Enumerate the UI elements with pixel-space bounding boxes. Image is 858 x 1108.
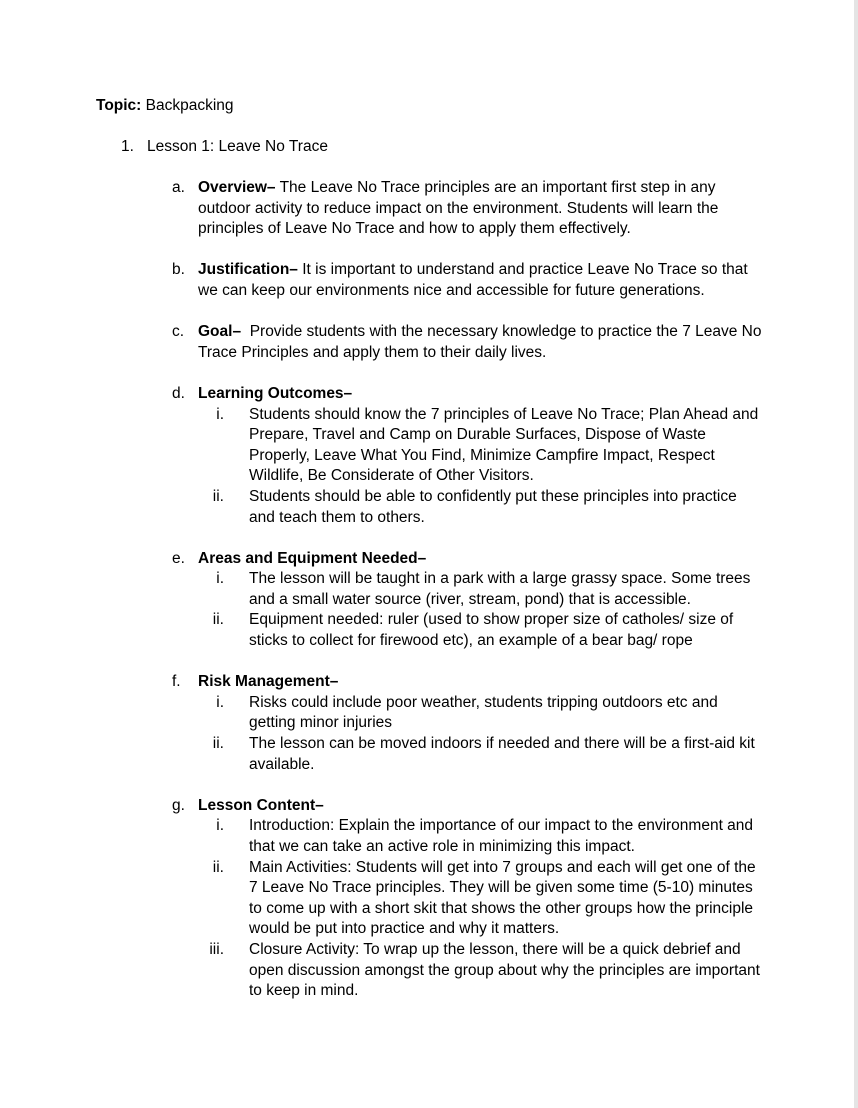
section-heading: Justification– bbox=[198, 261, 298, 279]
section-heading: Learning Outcomes– bbox=[198, 384, 353, 402]
list-item bbox=[198, 610, 764, 651]
topic-line bbox=[96, 96, 234, 117]
item-text: Students should be able to confidently put these principles into practice and teach them to others. bbox=[249, 487, 737, 526]
section-paragraph bbox=[198, 384, 764, 405]
sub-list bbox=[198, 405, 764, 529]
section-paragraph bbox=[198, 549, 764, 570]
item-numeral-text: i. bbox=[216, 817, 224, 835]
item-numeral-text: ii. bbox=[212, 487, 224, 505]
section-paragraph bbox=[198, 178, 764, 240]
list-item bbox=[198, 734, 764, 775]
item-numeral bbox=[198, 569, 249, 590]
list-item bbox=[198, 858, 764, 940]
section-marker: e. bbox=[172, 549, 185, 567]
section-marker: b. bbox=[172, 261, 185, 279]
item-numeral bbox=[198, 610, 249, 631]
item-numeral-text: i. bbox=[216, 570, 224, 588]
list-item bbox=[198, 569, 764, 610]
item-numeral bbox=[198, 816, 249, 837]
item-numeral-text: i. bbox=[216, 405, 224, 423]
section-text: Provide students with the necessary knowledge to practice the 7 Leave No Trace Principles and apply them to their daily lives. bbox=[198, 323, 766, 361]
section-paragraph bbox=[198, 796, 764, 817]
lesson-heading bbox=[121, 137, 328, 158]
item-numeral bbox=[198, 734, 249, 755]
section-marker: f. bbox=[172, 673, 181, 691]
item-numeral bbox=[198, 487, 249, 508]
section-risk-management bbox=[172, 672, 764, 775]
item-text: Students should know the 7 principles of Leave No Trace; Plan Ahead and Prepare, Travel and Camp on Durable Surfaces, Dispose of Waste Properly, Leave What You Find, Minimize Campfire Impact, Respect Wildlife, Be Considerate of Other Visitors. bbox=[249, 405, 759, 485]
item-numeral bbox=[198, 405, 249, 426]
section-learning-outcomes bbox=[172, 384, 764, 528]
lesson-sections bbox=[172, 178, 764, 1022]
item-numeral-text: ii. bbox=[212, 611, 224, 629]
section-justification bbox=[172, 260, 764, 301]
section-marker: c. bbox=[172, 323, 185, 341]
item-numeral-text: iii. bbox=[209, 940, 224, 958]
list-item bbox=[198, 487, 764, 528]
sub-list bbox=[198, 816, 764, 1001]
item-numeral-text: ii. bbox=[212, 735, 224, 753]
section-heading: Risk Management– bbox=[198, 673, 339, 691]
list-item bbox=[198, 940, 764, 1002]
section-text: The Leave No Trace principles are an important first step in any outdoor activity to reduce impact on the environment. Students will learn the principles of Leave No Trace and how to apply them effectively. bbox=[198, 179, 723, 238]
item-text: Introduction: Explain the importance of our impact to the environment and that we can take an active role in minimizing this impact. bbox=[249, 817, 754, 855]
section-heading: Areas and Equipment Needed– bbox=[198, 549, 427, 567]
sub-list bbox=[198, 569, 764, 651]
item-text: Risks could include poor weather, students tripping outdoors etc and getting minor injuries bbox=[249, 693, 718, 732]
item-numeral bbox=[198, 940, 249, 961]
topic-value: Backpacking bbox=[145, 97, 234, 114]
page-edge bbox=[854, 0, 858, 1108]
section-heading: Overview– bbox=[198, 179, 276, 196]
sub-list bbox=[198, 693, 764, 775]
section-areas-and-equipment-needed bbox=[172, 549, 764, 652]
section-marker: d. bbox=[172, 384, 185, 402]
lesson-title: Lesson 1: Leave No Trace bbox=[147, 138, 328, 155]
list-item bbox=[198, 405, 764, 487]
item-numeral bbox=[198, 693, 249, 714]
section-paragraph bbox=[198, 322, 764, 363]
section-marker: g. bbox=[172, 796, 185, 814]
list-item bbox=[198, 693, 764, 734]
item-text: Equipment needed: ruler (used to show proper size of catholes/ size of sticks to collect for firewood etc), an example of a bear bag/ rope bbox=[249, 611, 734, 650]
section-paragraph bbox=[198, 260, 764, 301]
section-goal bbox=[172, 322, 764, 363]
lesson-number: 1. bbox=[121, 138, 134, 155]
list-item bbox=[198, 816, 764, 857]
section-paragraph bbox=[198, 672, 764, 693]
section-overview bbox=[172, 178, 764, 240]
topic-label: Topic: bbox=[96, 97, 142, 114]
section-heading: Lesson Content– bbox=[198, 796, 324, 814]
section-heading: Goal– bbox=[198, 323, 242, 341]
item-text: Closure Activity: To wrap up the lesson, there will be a quick debrief and open discussion amongst the group about why the principles are important to keep in mind. bbox=[249, 940, 760, 1000]
section-marker: a. bbox=[172, 179, 185, 196]
item-text: Main Activities: Students will get into 7 groups and each will get one of the 7 Leave No Trace principles. They will be given some time (5-10) minutes to come up with a short skit that shows the other groups how the principle would be put into practice and why it matters. bbox=[249, 858, 756, 938]
item-numeral bbox=[198, 858, 249, 879]
section-lesson-content bbox=[172, 796, 764, 1002]
item-text: The lesson can be moved indoors if needed and there will be a first-aid kit available. bbox=[249, 735, 755, 773]
item-numeral-text: i. bbox=[216, 693, 224, 711]
item-numeral-text: ii. bbox=[212, 858, 224, 876]
item-text: The lesson will be taught in a park with a large grassy space. Some trees and a small water source (river, stream, pond) that is accessible. bbox=[249, 570, 751, 608]
section-text: It is important to understand and practice Leave No Trace so that we can keep our environments nice and accessible for future generations. bbox=[198, 261, 752, 299]
